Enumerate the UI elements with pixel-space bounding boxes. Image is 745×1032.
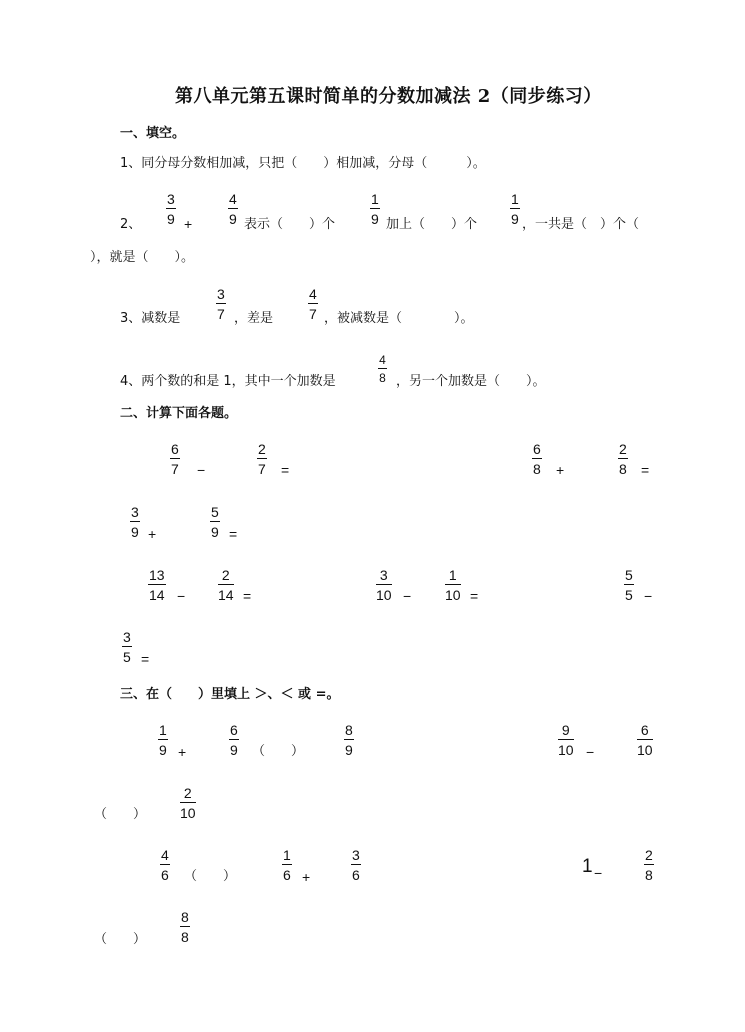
fraction: 9 10	[558, 722, 574, 758]
minus-sign: −	[197, 462, 206, 478]
fraction: 13 14	[149, 567, 165, 603]
plus-sign: +	[148, 526, 157, 542]
number-one: 1	[582, 856, 593, 877]
fraction: 6 9	[230, 722, 238, 758]
equals-sign: =	[141, 651, 150, 667]
comparison-blank[interactable]: （ ）	[184, 869, 237, 884]
question-2-text-4: ），就是（ ）。	[90, 250, 195, 265]
equals-sign: =	[243, 588, 252, 604]
minus-sign: −	[403, 588, 412, 604]
minus-sign: −	[644, 588, 653, 604]
question-2-text-3: ，一共是（ ）个（	[522, 217, 640, 232]
question-2-text-1: 表示（ ）个	[244, 217, 336, 232]
comparison-blank[interactable]: （ ）	[94, 932, 147, 947]
minus-sign: −	[177, 588, 186, 604]
comparison-blank[interactable]: （ ）	[252, 744, 305, 759]
fraction: 8 9	[345, 722, 353, 758]
page-title: 第八单元第五课时简单的分数加减法 2（同步练习）	[175, 86, 602, 107]
fraction: 3 5	[123, 629, 131, 665]
question-3-text-3: ，被减数是（ ）。	[324, 311, 474, 326]
comparison-blank[interactable]: （ ）	[94, 807, 147, 822]
plus-sign: +	[184, 216, 193, 232]
fraction: 3 10	[376, 567, 392, 603]
fraction: 1 9	[159, 722, 167, 758]
fraction: 8 8	[181, 909, 189, 945]
fraction: 1 6	[283, 847, 291, 883]
question-4-text-1: 4、两个数的和是 1，其中一个加数是	[120, 374, 336, 389]
minus-sign: −	[594, 865, 603, 881]
question-2-text-2: 加上（ ）个	[386, 217, 478, 232]
fraction: 1 10	[445, 567, 461, 603]
question-1: 1、同分母分数相加减，只把（ ）相加减，分母（ ）。	[120, 156, 486, 171]
equals-sign: =	[641, 462, 650, 478]
question-3-text-2: ，差是	[234, 311, 274, 326]
fraction: 6 10	[637, 722, 653, 758]
fraction: 3 9	[167, 191, 175, 227]
question-3-text-1: 3、减数是	[120, 311, 181, 326]
fraction: 4 8	[379, 353, 386, 385]
minus-sign: −	[586, 744, 595, 760]
plus-sign: +	[556, 462, 565, 478]
plus-sign: +	[178, 744, 187, 760]
fraction: 3 7	[217, 286, 225, 322]
fraction: 2 10	[180, 785, 196, 821]
fraction: 3 9	[131, 504, 139, 540]
fraction: 1 9	[511, 191, 519, 227]
equals-sign: =	[470, 588, 479, 604]
fraction: 4 7	[309, 286, 317, 322]
fraction: 5 9	[211, 504, 219, 540]
fraction: 2 8	[619, 441, 627, 477]
plus-sign: +	[302, 869, 311, 885]
fraction: 2 8	[645, 847, 653, 883]
equals-sign: =	[229, 526, 238, 542]
equals-sign: =	[281, 462, 290, 478]
section1-heading: 一、填空。	[120, 126, 186, 141]
fraction: 4 9	[229, 191, 237, 227]
fraction: 2 7	[258, 441, 266, 477]
fraction: 1 9	[371, 191, 379, 227]
fraction: 3 6	[352, 847, 360, 883]
fraction: 6 8	[533, 441, 541, 477]
fraction: 6 7	[171, 441, 179, 477]
fraction: 5 5	[625, 567, 633, 603]
fraction: 2 14	[218, 567, 234, 603]
fraction: 4 6	[161, 847, 169, 883]
section2-heading: 二、计算下面各题。	[120, 406, 238, 421]
question-4-text-2: ，另一个加数是（ ）。	[396, 374, 546, 389]
question-2-number: 2、	[120, 217, 142, 232]
section3-heading: 三、在（ ）里填上 ＞、＜ 或 =。	[120, 687, 340, 702]
